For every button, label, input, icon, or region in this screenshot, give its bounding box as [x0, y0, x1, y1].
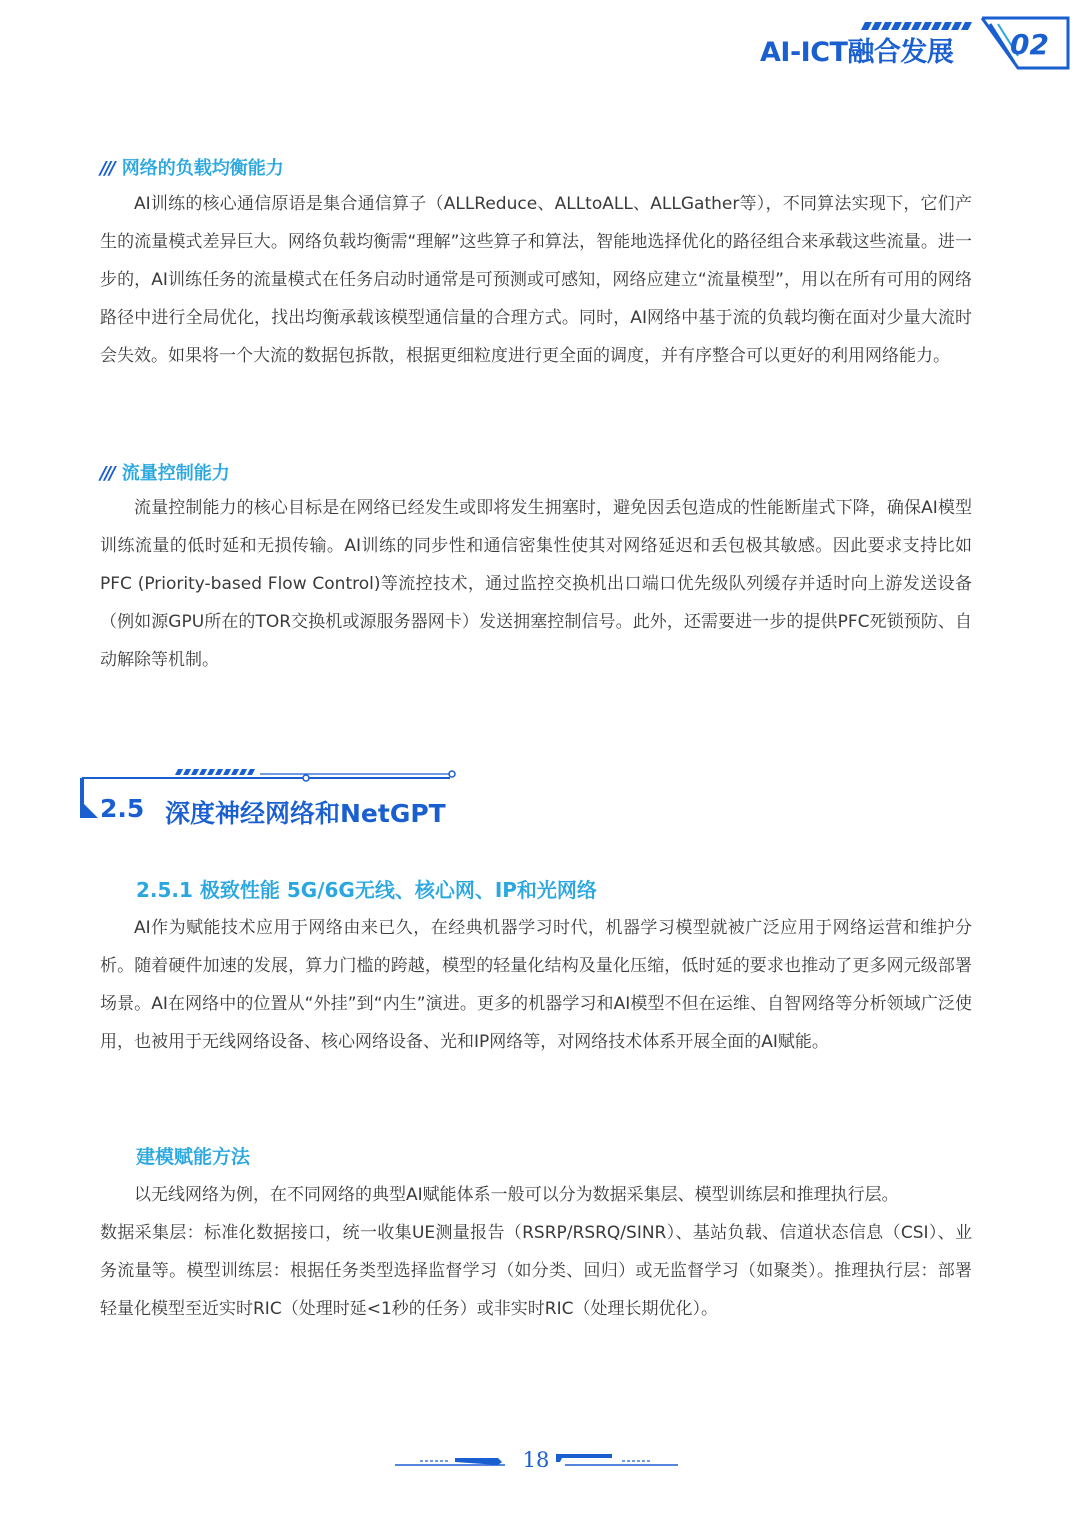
subsection-heading: 2.5.1 极致性能 5G/6G无线、核心网、IP和光网络	[136, 878, 597, 902]
section-stripes-icon	[175, 769, 255, 775]
section-number: 2.5	[100, 794, 145, 823]
paragraph-modeling-intro: 以无线网络为例，在不同网络的典型AI赋能体系一般可以分为数据采集层、模型训练层和推理执行层。	[134, 1185, 899, 1205]
section-heading-flow-control	[100, 459, 230, 485]
header-stripes-icon	[861, 22, 972, 30]
paragraph-load-balancing: AI训练的核心通信原语是集合通信算子（ALLReduce、ALLtoALL、ALLGather等），不同算法实现下，它们产生的流量模式差异巨大。网络负载均衡需“理解”这些算子和算法，智能地选择优化的路径组合来承载这些流量。进一步的，AI训练任务的流量模式在任务启动时通常是可预测或可感知，网络应建立“流量模型”，用以在所有可用的网络路径中进行全局优化，找出均衡承载该模型通信量的合理方式。同时，AI网络中基于流的负载均衡在面对少量大流时会失效。如果将一个大流的数据包拆散，根据更细粒度进行更全面的调度，并有序整合可以更好的利用网络能力。	[100, 194, 972, 366]
paragraph-modeling-layers: 数据采集层：标准化数据接口，统一收集UE测量报告（RSRP/RSRQ/SINR）、基站负载、信道状态信息（CSI）、业务流量等。模型训练层：根据任务类型选择监督学习（如分类、回归）或无监督学习（如聚类）。推理执行层：部署轻量化模型至近实时RIC（处理时延<1秒的任务）或非实时RIC（处理长期优化）。	[100, 1223, 972, 1319]
modeling-heading: 建模赋能方法	[136, 1146, 251, 1168]
section-heading-text: 网络的负载均衡能力	[121, 158, 284, 179]
slash-marker-icon: ///	[100, 158, 114, 179]
section-title: 深度神经网络和NetGPT	[165, 799, 446, 828]
chapter-number: 02	[1010, 28, 1049, 61]
section-heading-text: 流量控制能力	[121, 463, 230, 484]
paragraph-flow-control: 流量控制能力的核心目标是在网络已经发生或即将发生拥塞时，避免因丢包造成的性能断崖式下降，确保AI模型训练流量的低时延和无损传输。AI训练的同步性和通信密集性使其对网络延迟和丢包极其敏感。因此要求支持比如PFC (Priority-based Flow Control)等流控技术，通过监控交换机出口端口优先级队列缓存并适时向上游发送设备（例如源GPU所在的TOR交换机或源服务器网卡）发送拥塞控制信号。此外，还需要进一步的提供PFC死锁预防、自动解除等机制。	[100, 498, 972, 670]
paragraph-ai-empowerment: AI作为赋能技术应用于网络由来已久，在经典机器学习时代，机器学习模型就被广泛应用于网络运营和维护分析。随着硬件加速的发展，算力门槛的跨越，模型的轻量化结构及量化压缩，低时延的要求也推动了更多网元级部署场景。AI在网络中的位置从“外挂”到“内生”演进。更多的机器学习和AI模型不但在运维、自智网络等分析领域广泛使用，也被用于无线网络设备、核心网络设备、光和IP网络等，对网络技术体系开展全面的AI赋能。	[100, 918, 972, 1052]
header-title: AI-ICT融合发展	[760, 37, 954, 68]
page-number: 18	[522, 1448, 550, 1472]
section-heading-load-balancing	[100, 154, 284, 180]
slash-marker-icon: ///	[100, 463, 114, 484]
